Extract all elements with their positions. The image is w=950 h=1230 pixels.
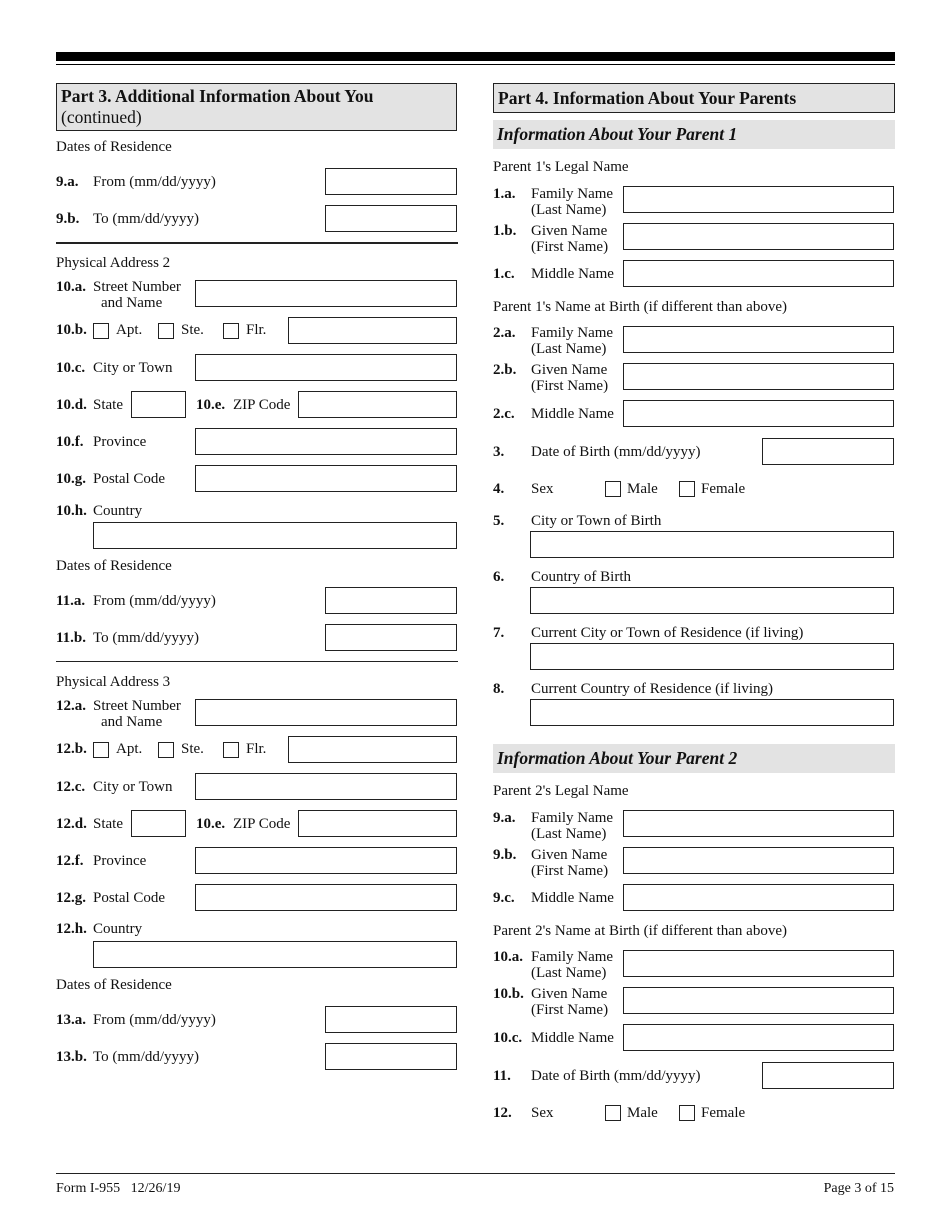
part3-header bbox=[56, 83, 457, 131]
male-checkbox[interactable] bbox=[605, 1105, 621, 1121]
section-divider bbox=[56, 242, 458, 244]
item-1c-label: Middle Name bbox=[531, 266, 614, 282]
city-of-birth-input-5[interactable] bbox=[530, 531, 894, 558]
parent2-heading: Information About Your Parent 2 bbox=[497, 748, 738, 768]
item-5-label: City or Town of Birth bbox=[531, 513, 662, 529]
street-input-10a[interactable] bbox=[195, 280, 457, 307]
apt-checkbox[interactable] bbox=[93, 323, 109, 339]
item-10f-number: 10.f. bbox=[56, 434, 84, 450]
given-name-label: Given Name bbox=[531, 362, 608, 378]
unit-number-input-10b[interactable] bbox=[288, 317, 457, 344]
flr-checkbox[interactable] bbox=[223, 323, 239, 339]
ste-label: Ste. bbox=[181, 741, 204, 757]
given-name-label: Given Name bbox=[531, 223, 608, 239]
item-12f-label: Province bbox=[93, 853, 147, 869]
part3-subtitle: (continued) bbox=[61, 107, 142, 127]
dob-input-3[interactable] bbox=[762, 438, 894, 465]
from-date-input-11a[interactable] bbox=[325, 587, 457, 614]
item-9a-label: From (mm/dd/yyyy) bbox=[93, 174, 216, 190]
item-11-number: 11. bbox=[493, 1068, 511, 1084]
item-3-number: 3. bbox=[493, 444, 505, 460]
item-12e-label: ZIP Code bbox=[233, 816, 291, 832]
item-10f-label: Province bbox=[93, 434, 147, 450]
dob-input-11[interactable] bbox=[762, 1062, 894, 1089]
item-13a-number: 13.a. bbox=[56, 1012, 86, 1028]
family-name-label: Family Name bbox=[531, 186, 614, 202]
footer-rule bbox=[56, 1173, 895, 1174]
item-10b-number: 10.b. bbox=[56, 322, 87, 338]
family-name-label: Family Name bbox=[531, 325, 614, 341]
item-10g-number: 10.g. bbox=[56, 471, 86, 487]
birth-family-name-input-2a[interactable] bbox=[623, 326, 894, 353]
item-10a-number: 10.a. bbox=[56, 279, 86, 295]
item-2b-number: 2.b. bbox=[493, 362, 517, 378]
part4-title: Part 4. Information About Your Parents bbox=[498, 88, 797, 108]
first-name-label: (First Name) bbox=[531, 1002, 609, 1018]
last-name-label: (Last Name) bbox=[531, 341, 607, 357]
country-of-birth-input-6[interactable] bbox=[530, 587, 894, 614]
item-3-label: Date of Birth (mm/dd/yyyy) bbox=[531, 444, 701, 460]
female-checkbox[interactable] bbox=[679, 1105, 695, 1121]
state-select-12d[interactable] bbox=[131, 810, 186, 837]
item-12a-label bbox=[93, 698, 181, 730]
birth-given-name-input-2b[interactable] bbox=[623, 363, 894, 390]
part4-header bbox=[493, 83, 895, 113]
item-7-label: Current City or Town of Residence (if living) bbox=[531, 625, 804, 641]
item-6-number: 6. bbox=[493, 569, 505, 585]
item-9a-number: 9.a. bbox=[493, 810, 516, 826]
apt-label: Apt. bbox=[116, 322, 143, 338]
item-4-label: Sex bbox=[531, 481, 554, 497]
item-11b-number: 11.b. bbox=[56, 630, 87, 646]
item-11-label: Date of Birth (mm/dd/yyyy) bbox=[531, 1068, 701, 1084]
item-2b-label bbox=[531, 362, 608, 394]
street-label-line2: and Name bbox=[101, 295, 163, 311]
country-of-residence-input-8[interactable] bbox=[530, 699, 894, 726]
item-12g-label: Postal Code bbox=[93, 890, 166, 906]
item-10c-label: Middle Name bbox=[531, 1030, 614, 1046]
section-divider bbox=[56, 661, 458, 662]
item-4-number: 4. bbox=[493, 481, 505, 497]
item-2c-label: Middle Name bbox=[531, 406, 614, 422]
item-12f-number: 12.f. bbox=[56, 853, 84, 869]
item-1a-label bbox=[531, 186, 613, 218]
apt-checkbox[interactable] bbox=[93, 742, 109, 758]
province-input-12f[interactable] bbox=[195, 847, 457, 874]
item-10b-number: 10.b. bbox=[493, 986, 524, 1002]
first-name-label: (First Name) bbox=[531, 239, 609, 255]
parent1-legal-name-heading: Parent 1's Legal Name bbox=[493, 159, 629, 175]
item-2a-number: 2.a. bbox=[493, 325, 516, 341]
item-12h-label: Country bbox=[93, 921, 143, 937]
item-2a-label bbox=[531, 325, 613, 357]
item-11a-label: From (mm/dd/yyyy) bbox=[93, 593, 216, 609]
item-9b-number: 9.b. bbox=[493, 847, 517, 863]
item-11b-label: To (mm/dd/yyyy) bbox=[93, 630, 200, 646]
item-9c-number: 9.c. bbox=[493, 890, 515, 906]
item-13b-label: To (mm/dd/yyyy) bbox=[93, 1049, 200, 1065]
birth-middle-name-input-2c[interactable] bbox=[623, 400, 894, 427]
city-of-residence-input-7[interactable] bbox=[530, 643, 894, 670]
male-label: Male bbox=[627, 1105, 658, 1121]
item-8-label: Current Country of Residence (if living) bbox=[531, 681, 774, 697]
parent1-heading-band bbox=[493, 120, 895, 149]
item-1b-label bbox=[531, 223, 608, 255]
item-12c-label: City or Town bbox=[93, 779, 173, 795]
item-7-number: 7. bbox=[493, 625, 505, 641]
item-10e-label: ZIP Code bbox=[233, 397, 291, 413]
to-date-input-13b[interactable] bbox=[325, 1043, 457, 1070]
item-12a-number: 12.a. bbox=[56, 698, 86, 714]
middle-name-input-1c[interactable] bbox=[623, 260, 894, 287]
family-name-input-9a[interactable] bbox=[623, 810, 894, 837]
item-10b-label bbox=[531, 986, 608, 1018]
from-date-input-9a[interactable] bbox=[325, 168, 457, 195]
male-label: Male bbox=[627, 481, 658, 497]
first-name-label: (First Name) bbox=[531, 378, 609, 394]
female-checkbox[interactable] bbox=[679, 481, 695, 497]
city-input-10c[interactable] bbox=[195, 354, 457, 381]
parent2-birth-name-heading: Parent 2's Name at Birth (if different than above) bbox=[493, 923, 787, 939]
flr-label: Flr. bbox=[246, 322, 267, 338]
birth-family-name-input-10a[interactable] bbox=[623, 950, 894, 977]
middle-name-input-9c[interactable] bbox=[623, 884, 894, 911]
item-9a-label bbox=[531, 810, 613, 842]
zip-input-12e[interactable] bbox=[298, 810, 457, 837]
item-10c-number: 10.c. bbox=[56, 360, 86, 376]
item-12h-number: 12.h. bbox=[56, 921, 87, 937]
postal-input-10g[interactable] bbox=[195, 465, 457, 492]
item-11a-number: 11.a. bbox=[56, 593, 86, 609]
family-name-input-1a[interactable] bbox=[623, 186, 894, 213]
item-6-label: Country of Birth bbox=[531, 569, 631, 585]
to-date-input-9b[interactable] bbox=[325, 205, 457, 232]
male-checkbox[interactable] bbox=[605, 481, 621, 497]
parent1-heading: Information About Your Parent 1 bbox=[497, 124, 738, 144]
birth-given-name-input-10b[interactable] bbox=[623, 987, 894, 1014]
first-name-label: (First Name) bbox=[531, 863, 609, 879]
zip-input-10e[interactable] bbox=[298, 391, 457, 418]
item-12g-number: 12.g. bbox=[56, 890, 86, 906]
top-thick-rule bbox=[56, 52, 895, 61]
item-5-number: 5. bbox=[493, 513, 505, 529]
top-thin-rule bbox=[56, 64, 895, 65]
last-name-label: (Last Name) bbox=[531, 202, 607, 218]
item-10c-number: 10.c. bbox=[493, 1030, 523, 1046]
street-input-12a[interactable] bbox=[195, 699, 457, 726]
dates-heading-1: Dates of Residence bbox=[56, 139, 172, 155]
unit-number-input-12b[interactable] bbox=[288, 736, 457, 763]
last-name-label: (Last Name) bbox=[531, 965, 607, 981]
female-label: Female bbox=[701, 1105, 746, 1121]
country-input-12h[interactable] bbox=[93, 941, 457, 968]
item-2c-number: 2.c. bbox=[493, 406, 515, 422]
given-name-input-1b[interactable] bbox=[623, 223, 894, 250]
province-input-10f[interactable] bbox=[195, 428, 457, 455]
item-10g-label: Postal Code bbox=[93, 471, 166, 487]
street-label-line1: Street Number bbox=[93, 279, 181, 295]
address2-heading: Physical Address 2 bbox=[56, 255, 171, 271]
given-name-label: Given Name bbox=[531, 986, 608, 1002]
page-number: Page 3 of 15 bbox=[823, 1181, 894, 1196]
parent1-birth-name-heading: Parent 1's Name at Birth (if different than above) bbox=[493, 299, 787, 315]
item-9c-label: Middle Name bbox=[531, 890, 614, 906]
item-10a-label bbox=[93, 279, 181, 311]
item-10d-number: 10.d. bbox=[56, 397, 87, 413]
item-10c-label: City or Town bbox=[93, 360, 173, 376]
item-1c-number: 1.c. bbox=[493, 266, 515, 282]
item-9b-label: To (mm/dd/yyyy) bbox=[93, 211, 200, 227]
given-name-input-9b[interactable] bbox=[623, 847, 894, 874]
apt-label: Apt. bbox=[116, 741, 143, 757]
to-date-input-11b[interactable] bbox=[325, 624, 457, 651]
part3-title: Part 3. Additional Information About You bbox=[61, 86, 374, 106]
ste-checkbox[interactable] bbox=[158, 742, 174, 758]
item-10e-number: 10.e. bbox=[196, 397, 226, 413]
address3-heading: Physical Address 3 bbox=[56, 674, 171, 690]
state-select-10d[interactable] bbox=[131, 391, 186, 418]
item-10d-label: State bbox=[93, 397, 123, 413]
item-13b-number: 13.b. bbox=[56, 1049, 87, 1065]
item-10h-number: 10.h. bbox=[56, 503, 87, 519]
item-9b-label bbox=[531, 847, 608, 879]
female-label: Female bbox=[701, 481, 746, 497]
ste-checkbox[interactable] bbox=[158, 323, 174, 339]
item-1b-number: 1.b. bbox=[493, 223, 517, 239]
last-name-label: (Last Name) bbox=[531, 826, 607, 842]
family-name-label: Family Name bbox=[531, 949, 614, 965]
item-9a-number: 9.a. bbox=[56, 174, 79, 190]
item-12c-number: 12.c. bbox=[56, 779, 86, 795]
dates-heading-2: Dates of Residence bbox=[56, 558, 172, 574]
street-label-line1: Street Number bbox=[93, 698, 181, 714]
city-input-12c[interactable] bbox=[195, 773, 457, 800]
parent2-heading-band bbox=[493, 744, 895, 773]
form-number: Form I-955 12/26/19 bbox=[56, 1181, 181, 1196]
item-12-number: 12. bbox=[493, 1105, 512, 1121]
flr-label: Flr. bbox=[246, 741, 267, 757]
birth-middle-name-input-10c[interactable] bbox=[623, 1024, 894, 1051]
from-date-input-13a[interactable] bbox=[325, 1006, 457, 1033]
item-10h-label: Country bbox=[93, 503, 143, 519]
item-12b-number: 12.b. bbox=[56, 741, 87, 757]
item-10a-number: 10.a. bbox=[493, 949, 523, 965]
item-12d-number: 12.d. bbox=[56, 816, 87, 832]
item-1a-number: 1.a. bbox=[493, 186, 516, 202]
family-name-label: Family Name bbox=[531, 810, 614, 826]
given-name-label: Given Name bbox=[531, 847, 608, 863]
item-12-label: Sex bbox=[531, 1105, 554, 1121]
item-9b-number: 9.b. bbox=[56, 211, 80, 227]
item-12d-label: State bbox=[93, 816, 123, 832]
item-8-number: 8. bbox=[493, 681, 505, 697]
postal-input-12g[interactable] bbox=[195, 884, 457, 911]
item-13a-label: From (mm/dd/yyyy) bbox=[93, 1012, 216, 1028]
country-input-10h[interactable] bbox=[93, 522, 457, 549]
dates-heading-3: Dates of Residence bbox=[56, 977, 172, 993]
item-10a-label bbox=[531, 949, 613, 981]
parent2-legal-name-heading: Parent 2's Legal Name bbox=[493, 783, 629, 799]
street-label-line2: and Name bbox=[101, 714, 163, 730]
flr-checkbox[interactable] bbox=[223, 742, 239, 758]
item-12e-number: 10.e. bbox=[196, 816, 226, 832]
ste-label: Ste. bbox=[181, 322, 204, 338]
